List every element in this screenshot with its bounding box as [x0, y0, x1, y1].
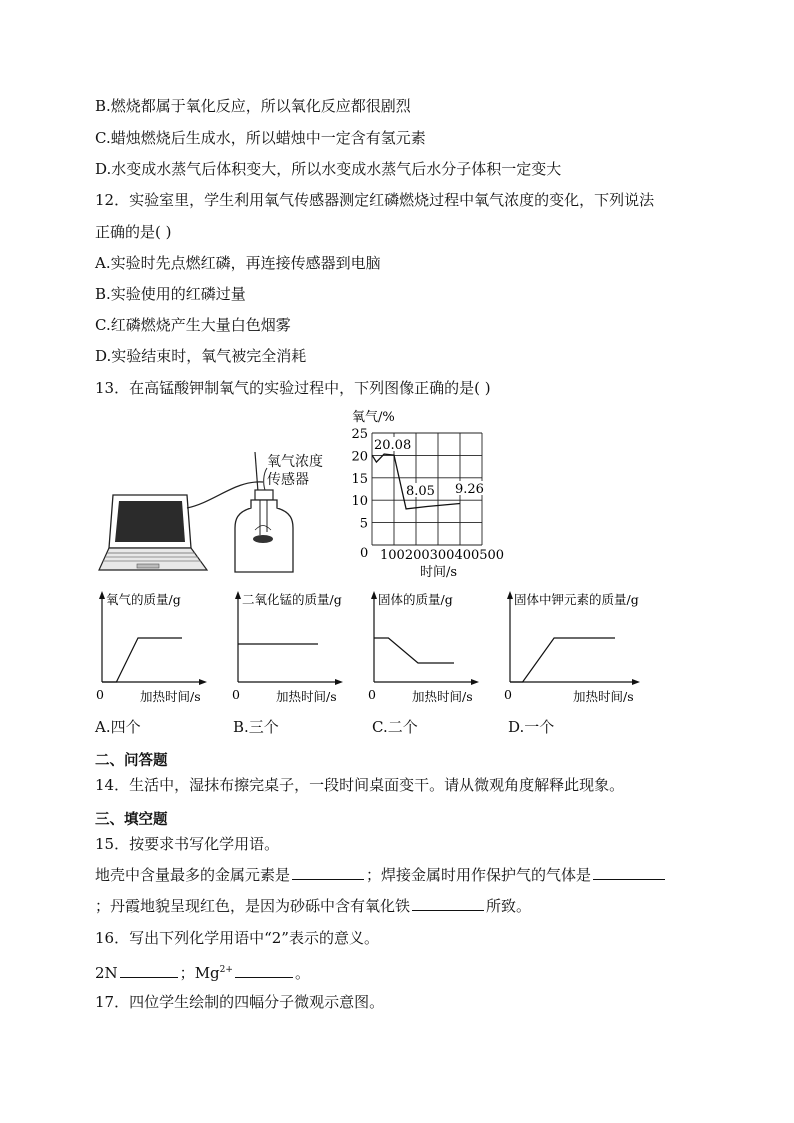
x-tick-labels: 100200300400500	[380, 548, 505, 563]
annotation-label: 8.05	[406, 484, 435, 499]
q16-stem: 16．写出下列化学用语中“2”表示的意义。	[95, 929, 379, 947]
q11-option-b: B.燃烧都属于氧化反应，所以氧化反应都很剧烈	[95, 97, 411, 115]
q12-stem-line2: 正确的是( )	[95, 223, 172, 241]
q13-option-b: B.三个	[233, 718, 279, 736]
x-axis-label: 加热时间/s	[412, 689, 473, 704]
q15-part-b: ；焊接金属时用作保护气的气体是	[366, 866, 592, 884]
q16-line	[95, 960, 310, 983]
section2-heading: 二、问答题	[95, 753, 168, 769]
q16-mg: Mg	[194, 964, 220, 982]
q15-part-a: 地壳中含量最多的金属元素是	[95, 866, 291, 884]
origin-label: 0	[504, 687, 512, 702]
annotation-label: 20.08	[374, 438, 412, 453]
q11-option-c: C.蜡烛燃烧后生成水，所以蜡烛中一定含有氢元素	[95, 129, 426, 147]
x-axis-label: 加热时间/s	[140, 689, 201, 704]
q12-stem-line1: 12．实验室里，学生利用氧气传感器测定红磷燃烧过程中氧气浓度的变化，下列说法	[95, 191, 655, 209]
series-line	[510, 638, 615, 682]
q15-stem: 15．按要求书写化学用语。	[95, 835, 280, 853]
q17-text: 17．四位学生绘制的四幅分子微观示意图。	[95, 993, 385, 1011]
x-axis-arrow	[471, 679, 479, 685]
q13-stem: 13．在高锰酸钾制氧气的实验过程中，下列图像正确的是( )	[95, 379, 491, 397]
q15-line2	[95, 896, 531, 916]
sensor-label-2: 传感器	[267, 472, 309, 488]
q11-option-d: D.水变成水蒸气后体积变大，所以水变成水蒸气后水分子体积一定变大	[95, 160, 562, 178]
y-tick-label: 5	[359, 516, 368, 532]
q16-blank-2[interactable]	[235, 963, 293, 978]
q15-blank-3[interactable]	[412, 896, 484, 911]
y-axis-arrow	[507, 591, 513, 599]
q16-2n: 2N	[95, 964, 118, 982]
y-tick-label: 15	[351, 471, 368, 487]
oxygen-chart	[340, 405, 510, 580]
y-axis-label: 氧气/%	[352, 410, 395, 425]
origin-label: 0	[232, 687, 240, 702]
origin-label: 0	[360, 546, 369, 561]
graph-oxygen-mass	[90, 588, 225, 706]
series-line	[374, 638, 454, 663]
y-tick-label: 10	[351, 494, 368, 510]
y-tick-label: 20	[351, 449, 368, 465]
q14-text: 14．生活中，湿抹布擦完桌子，一段时间桌面变干。请从微观角度解释此现象。	[95, 776, 625, 794]
y-axis-label: 二氧化锰的质量/g	[242, 592, 342, 607]
annotation-label: 9.26	[455, 482, 484, 497]
q13-option-a: A.四个	[95, 718, 141, 736]
y-axis-label: 固体中钾元素的质量/g	[514, 592, 639, 607]
section3-heading: 三、填空题	[95, 812, 168, 828]
graph-mno2-mass	[226, 588, 361, 706]
q12-option-b: B.实验使用的红磷过量	[95, 285, 246, 303]
y-axis-label: 固体的质量/g	[378, 592, 453, 607]
origin-label: 0	[96, 687, 104, 702]
q15-blank-2[interactable]	[593, 865, 665, 880]
series-line	[102, 638, 182, 682]
q15-line1	[95, 865, 667, 885]
q15-blank-1[interactable]	[292, 865, 364, 880]
x-axis-label: 加热时间/s	[276, 689, 337, 704]
y-axis-arrow	[235, 591, 241, 599]
y-tick-label: 25	[351, 427, 368, 442]
x-axis-arrow	[199, 679, 207, 685]
q16-sep: ；	[179, 964, 195, 982]
x-axis-label: 时间/s	[420, 565, 458, 580]
q13-option-c: C.二个	[372, 718, 418, 736]
q12-option-d: D.实验结束时，氧气被完全消耗	[95, 347, 307, 365]
origin-label: 0	[368, 687, 376, 702]
y-axis-arrow	[371, 591, 377, 599]
graph-solid-mass	[362, 588, 497, 706]
y-axis-arrow	[99, 591, 105, 599]
q13-option-d: D.一个	[508, 718, 555, 736]
q12-option-a: A.实验时先点燃红磷，再连接传感器到电脑	[95, 254, 381, 272]
y-axis-label: 氧气的质量/g	[106, 592, 181, 607]
q16-end: 。	[294, 964, 310, 982]
q16-blank-1[interactable]	[120, 963, 178, 978]
q16-mg-charge: 2+	[219, 965, 233, 975]
q15-part-c: ；丹霞地貌呈现红色，是因为砂砾中含有氧化铁	[95, 897, 411, 915]
q12-option-c: C.红磷燃烧产生大量白色烟雾	[95, 316, 291, 334]
laptop-icon	[99, 495, 207, 570]
sensor-label-1: 氧气浓度	[267, 454, 323, 470]
graph-potassium-mass	[498, 588, 658, 706]
x-axis-arrow	[335, 679, 343, 685]
q15-part-d: 所致。	[486, 897, 532, 915]
x-axis-arrow	[632, 679, 640, 685]
x-axis-label: 加热时间/s	[573, 689, 634, 704]
